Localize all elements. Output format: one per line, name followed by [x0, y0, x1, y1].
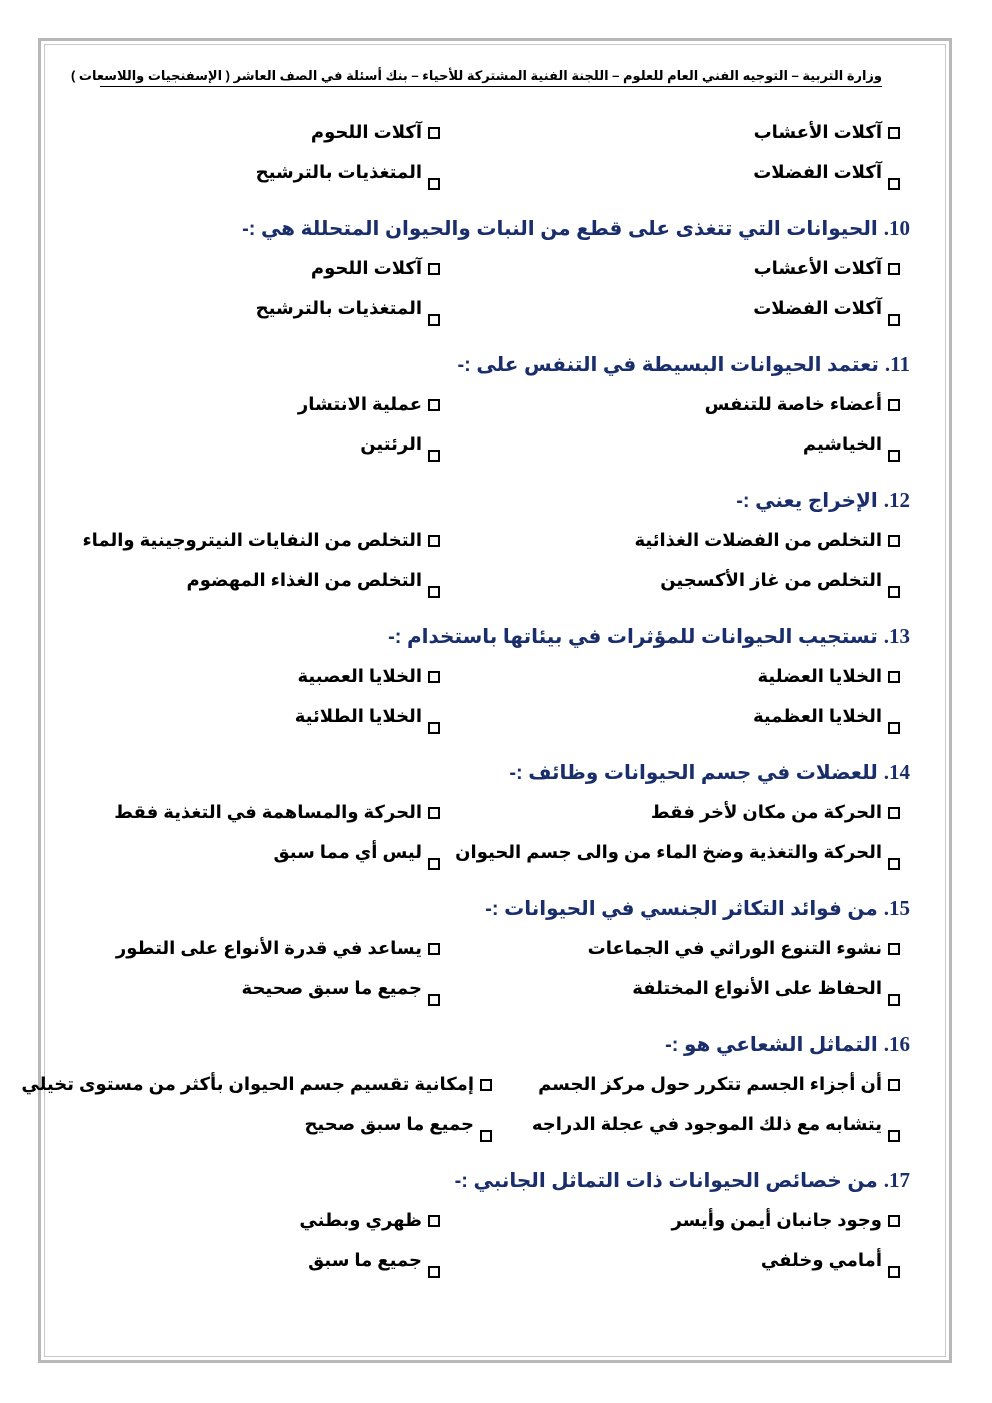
option-checkbox[interactable]: يساعد في قدرة الأنواع على التطور	[116, 934, 440, 962]
checkbox-icon[interactable]	[888, 1215, 900, 1227]
question-text: تستجيب الحيوانات للمؤثرات في بيئاتها باستخدام :-	[388, 626, 878, 648]
option-checkbox[interactable]: التخلص من الغذاء المهضوم	[187, 566, 440, 594]
option-checkbox[interactable]: ظهري وبطني	[299, 1206, 440, 1234]
option-checkbox[interactable]: التخلص من غاز الأكسجين	[660, 566, 900, 594]
question-number: 12.	[883, 488, 910, 512]
option-checkbox[interactable]: الخلايا العظمية	[753, 702, 900, 730]
checkbox-icon[interactable]	[428, 178, 440, 190]
option-checkbox[interactable]: الحركة من مكان لأخر فقط	[651, 798, 900, 826]
checkbox-icon[interactable]	[428, 722, 440, 734]
option-checkbox[interactable]: آكلات الفضلات	[753, 294, 900, 322]
question-text: من خصائص الحيوانات ذات التماثل الجانبي :-	[454, 1170, 878, 1192]
option-checkbox[interactable]: الحركة والمساهمة في التغذية فقط	[114, 798, 440, 826]
option-checkbox[interactable]: آكلات الأعشاب	[754, 254, 900, 282]
checkbox-icon[interactable]	[888, 1130, 900, 1142]
checkbox-icon[interactable]	[888, 1079, 900, 1091]
checkbox-icon[interactable]	[888, 178, 900, 190]
option-checkbox[interactable]: الحفاظ على الأنواع المختلفة	[632, 974, 900, 1002]
question-text: للعضلات في جسم الحيوانات وظائف :-	[509, 762, 878, 784]
checkbox-icon[interactable]	[428, 127, 440, 139]
checkbox-icon[interactable]	[888, 586, 900, 598]
option-checkbox[interactable]: أعضاء خاصة للتنفس	[705, 390, 900, 418]
question-title	[120, 486, 910, 514]
checkbox-icon[interactable]	[888, 450, 900, 462]
checkbox-icon[interactable]	[428, 399, 440, 411]
page-header: وزارة التربية – التوجيه الفني العام للعلوم – اللجنة الفنية المشتركة للأحياء – بنك أسئلة في الصف العاشر ( الإسفنجيات واللاسعات )	[70, 68, 882, 83]
checkbox-icon[interactable]	[428, 1266, 440, 1278]
question-title	[120, 622, 910, 650]
option-checkbox[interactable]: يتشابه مع ذلك الموجود في عجلة الدراجه	[532, 1110, 900, 1138]
option-checkbox[interactable]: آكلات الأعشاب	[754, 118, 900, 146]
question-number: 11.	[884, 352, 910, 376]
checkbox-icon[interactable]	[428, 314, 440, 326]
option-checkbox[interactable]: أمامي وخلفي	[761, 1246, 900, 1274]
checkbox-icon[interactable]	[428, 586, 440, 598]
checkbox-icon[interactable]	[480, 1130, 492, 1142]
checkbox-icon[interactable]	[428, 671, 440, 683]
option-checkbox[interactable]: عملية الانتشار	[298, 390, 440, 418]
question-number: 15.	[883, 896, 910, 920]
option-checkbox[interactable]: الخلايا العصبية	[297, 662, 440, 690]
question-title	[120, 1166, 910, 1194]
checkbox-icon[interactable]	[888, 858, 900, 870]
checkbox-icon[interactable]	[428, 994, 440, 1006]
checkbox-icon[interactable]	[888, 1266, 900, 1278]
checkbox-icon[interactable]	[428, 807, 440, 819]
checkbox-icon[interactable]	[888, 263, 900, 275]
checkbox-icon[interactable]	[480, 1079, 492, 1091]
question-text: التماثل الشعاعي هو :-	[665, 1034, 878, 1056]
question-number: 13.	[883, 624, 910, 648]
checkbox-icon[interactable]	[428, 535, 440, 547]
question-number: 16.	[883, 1032, 910, 1056]
header-underline	[100, 86, 882, 87]
option-checkbox[interactable]: التخلص من النفايات النيتروجينية والماء	[82, 526, 440, 554]
option-checkbox[interactable]: جميع ما سبق صحيح	[304, 1110, 492, 1138]
checkbox-icon[interactable]	[888, 994, 900, 1006]
checkbox-icon[interactable]	[888, 535, 900, 547]
checkbox-icon[interactable]	[428, 858, 440, 870]
option-checkbox[interactable]: الخياشيم	[803, 430, 900, 458]
checkbox-icon[interactable]	[428, 450, 440, 462]
question-text: تعتمد الحيوانات البسيطة في التنفس على :-	[457, 354, 879, 376]
question-number: 17.	[883, 1168, 910, 1192]
checkbox-icon[interactable]	[428, 263, 440, 275]
option-checkbox[interactable]: الخلايا الطلائية	[295, 702, 440, 730]
option-checkbox[interactable]: المتغذيات بالترشيح	[256, 294, 440, 322]
option-checkbox[interactable]: آكلات اللحوم	[311, 118, 440, 146]
question-text: الحيوانات التي تتغذى على قطع من النبات والحيوان المتحللة هي :-	[242, 218, 878, 240]
question-number: 14.	[883, 760, 910, 784]
option-checkbox[interactable]: ليس أي مما سبق	[274, 838, 440, 866]
question-title	[120, 1030, 910, 1058]
checkbox-icon[interactable]	[888, 943, 900, 955]
checkbox-icon[interactable]	[888, 722, 900, 734]
option-checkbox[interactable]: نشوء التنوع الوراثي في الجماعات	[588, 934, 900, 962]
checkbox-icon[interactable]	[888, 671, 900, 683]
question-text: الإخراج يعني :-	[736, 490, 878, 512]
checkbox-icon[interactable]	[888, 399, 900, 411]
question-title	[120, 894, 910, 922]
option-checkbox[interactable]: جميع ما سبق	[308, 1246, 440, 1274]
option-checkbox[interactable]: وجود جانبان أيمن وأيسر	[672, 1206, 900, 1234]
option-checkbox[interactable]: المتغذيات بالترشيح	[256, 158, 440, 186]
option-checkbox[interactable]: الخلايا العضلية	[757, 662, 900, 690]
checkbox-icon[interactable]	[888, 314, 900, 326]
question-text: من فوائد التكاثر الجنسي في الحيوانات :-	[485, 898, 878, 920]
question-title	[120, 350, 910, 378]
option-checkbox[interactable]: آكلات الفضلات	[753, 158, 900, 186]
option-checkbox[interactable]: آكلات اللحوم	[311, 254, 440, 282]
checkbox-icon[interactable]	[888, 127, 900, 139]
option-checkbox[interactable]: الرئتين	[360, 430, 440, 458]
question-number: 10.	[883, 216, 910, 240]
checkbox-icon[interactable]	[428, 943, 440, 955]
checkbox-icon[interactable]	[428, 1215, 440, 1227]
option-checkbox[interactable]: الحركة والتغذية وضخ الماء من والى جسم الحيوان	[455, 838, 900, 866]
option-checkbox[interactable]: التخلص من الفضلات الغذائية	[634, 526, 900, 554]
question-title	[120, 214, 910, 242]
option-checkbox[interactable]: جميع ما سبق صحيحة	[242, 974, 440, 1002]
option-checkbox[interactable]: إمكانية تقسيم جسم الحيوان بأكثر من مستوى تخيلي	[21, 1070, 492, 1098]
checkbox-icon[interactable]	[888, 807, 900, 819]
question-title	[120, 758, 910, 786]
option-checkbox[interactable]: أن أجزاء الجسم تتكرر حول مركز الجسم	[538, 1070, 900, 1098]
